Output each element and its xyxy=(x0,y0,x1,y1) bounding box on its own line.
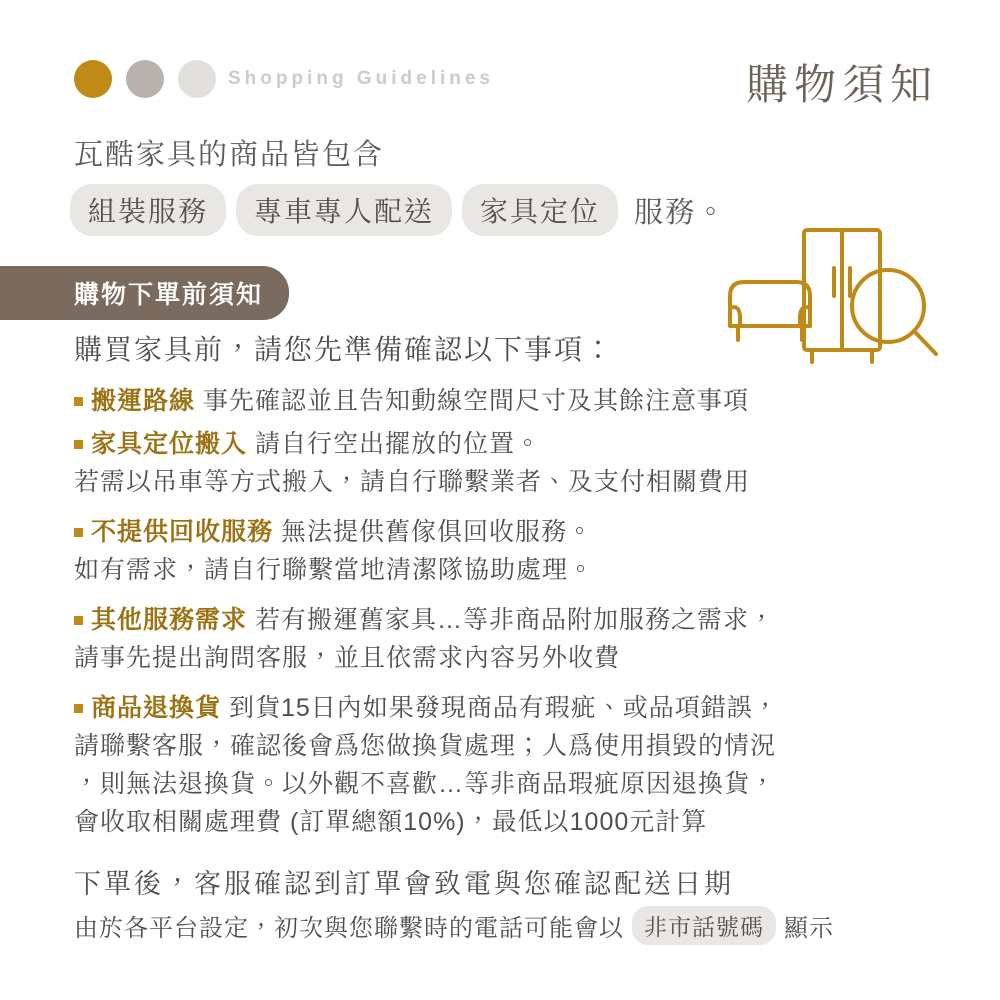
item-subtext: 如有需求，請自行聯繫當地清潔隊協助處理。 xyxy=(74,556,595,584)
service-pill-tail: 服務。 xyxy=(634,196,728,229)
footer-line-1: 下單後，客服確認到訂單會致電與您確認配送日期 xyxy=(74,869,734,899)
item-text: 事先確認並且告知動線空間尺寸及其餘注意事項 xyxy=(202,387,749,415)
footer-line-2 xyxy=(74,906,834,945)
item-keyword: 家具定位搬入 xyxy=(91,430,248,458)
list-item xyxy=(74,689,954,841)
square-bullet-icon xyxy=(74,528,83,537)
item-subtext: 請事先提出詢問客服，並且依需求內容另外收費 xyxy=(74,644,621,672)
item-keyword: 商品退換貨 xyxy=(91,694,222,722)
footer-line-2-pre: 由於各平台設定，初次與您聯繫時的電話可能會以 xyxy=(74,915,624,942)
item-keyword: 搬運路線 xyxy=(91,387,196,415)
square-bullet-icon xyxy=(74,704,83,713)
bullet-line xyxy=(74,425,954,463)
item-keyword: 不提供回收服務 xyxy=(91,518,274,546)
sofa-cabinet-magnifier-icon xyxy=(712,222,942,372)
item-text: 無法提供舊傢俱回收服務。 xyxy=(280,518,593,546)
service-pill-row xyxy=(70,184,727,236)
intro-line: 瓦酷家具的商品皆包含 xyxy=(74,139,385,171)
item-subtext: 若需以吊車等方式搬入，請自行聯繫業者、及支付相關費用 xyxy=(74,468,751,496)
item-keyword: 其他服務需求 xyxy=(91,606,248,634)
bullet-line xyxy=(74,382,954,420)
item-text: 若有搬運舊家具…等非商品附加服務之需求， xyxy=(254,606,775,634)
service-pill-delivery: 專車專人配送 xyxy=(236,184,452,236)
bullet-line xyxy=(74,513,954,551)
item-text: 到貨15日內如果發現商品有瑕疵、或品項錯誤， xyxy=(228,694,779,722)
square-bullet-icon xyxy=(74,440,83,449)
page-header xyxy=(0,52,1000,122)
service-pill-placement: 家具定位 xyxy=(462,184,618,236)
bullet-line xyxy=(74,689,954,727)
bullet-line xyxy=(74,601,954,639)
square-bullet-icon xyxy=(74,397,83,406)
dot-gray-icon xyxy=(126,60,164,98)
list-item xyxy=(74,601,954,677)
list-item xyxy=(74,513,954,589)
service-pill-assembly: 組裝服務 xyxy=(70,184,226,236)
page-title: 購物須知 xyxy=(745,61,938,108)
square-bullet-icon xyxy=(74,616,83,625)
item-subtext-3: 會收取相關處理費 (訂單總額10%)，最低以1000元計算 xyxy=(74,808,708,836)
page-eyebrow: Shopping Guidelines xyxy=(228,68,494,89)
dot-gold-icon xyxy=(74,60,112,98)
section-tag-pre-order-notice: 購物下單前須知 xyxy=(0,266,289,320)
list-item xyxy=(74,425,954,501)
decorative-dots xyxy=(74,60,216,98)
dot-light-icon xyxy=(178,60,216,98)
item-subtext: 請聯繫客服，確認後會爲您做換貨處理；人爲使用損毀的情況 xyxy=(74,732,777,760)
list-item xyxy=(74,382,954,420)
item-text: 請自行空出擺放的位置。 xyxy=(254,430,541,458)
item-subtext-2: ，則無法退換貨。以外觀不喜歡…等非商品瑕疵原因退換貨， xyxy=(74,770,777,798)
footer-line-2-post: 顯示 xyxy=(784,915,834,942)
section-lead: 購買家具前，請您先準備確認以下事項： xyxy=(74,334,615,365)
footer-pill-nonlocal-number: 非市話號碼 xyxy=(632,906,776,945)
